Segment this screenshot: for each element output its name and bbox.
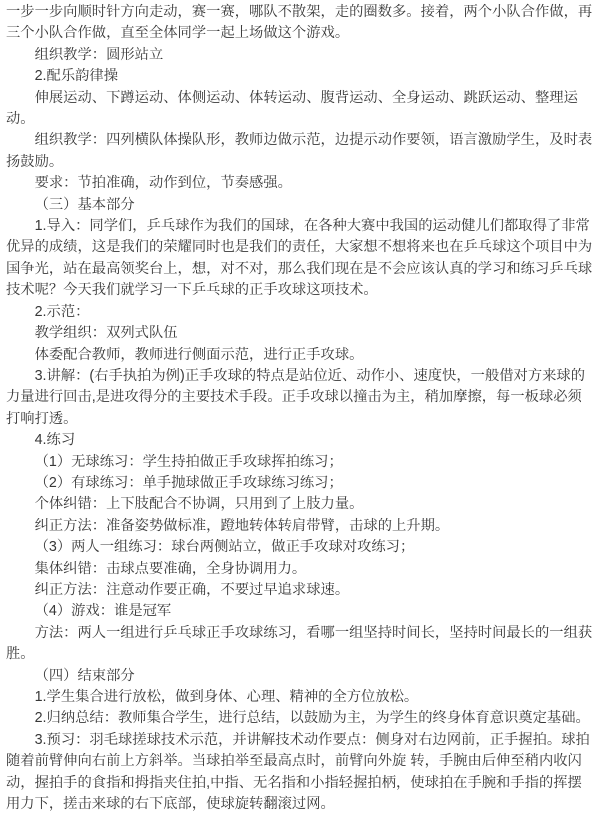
paragraph: 3.预习：羽毛球搓球技术示范，并讲解技术动作要点：侧身对右边网前，正手握拍。球拍随着前臂伸向右前上方斜举。当球拍举至最高点时，前臂向外旋 转，手腕由后伸至稍内收闪动，握拍手的食指和拇指夹住拍,中指、无名指和小指轻握拍柄，使球拍在手腕和手指的挥摆用力下，搓击来球的右下底部，使球旋转翻滚过网。: [6, 731, 590, 813]
paragraph: 个体纠错：上下肢配合不协调，只用到了上肢力量。: [34, 496, 364, 513]
paragraph: 2.示范：: [34, 303, 90, 320]
paragraph: 2.配乐韵律操: [34, 68, 119, 85]
paragraph: 方法：两人一组进行乒乓球正手攻球练习，看哪一组坚持时间长，坚持时间最长的一组获胜。: [6, 624, 593, 663]
section-heading: （三）基本部分: [34, 196, 135, 213]
paragraph: 伸展运动、下蹲运动、体侧运动、体转运动、腹背运动、全身运动、跳跃运动、整理运动。: [6, 89, 578, 128]
paragraph: 2.归纳总结：教师集合学生，进行总结，以鼓励为主，为学生的终身体育意识奠定基础。: [34, 710, 590, 727]
section-heading: （四）结束部分: [34, 667, 135, 684]
paragraph: 1.导入：同学们，乒乓球作为我们的国球，在各种大赛中我国的运动健儿们都取得了非常优异的成绩，这是我们的荣耀同时也是我们的责任，大家想不想将来也在乒乓球这个项目中为国争光，站在最高领奖台上，想，对不对，那么我们现在是不会应该认真的学习和练习乒乓球技术呢？今天我们就学习一下乒乓球的正手攻球这项技术。: [6, 218, 593, 299]
paragraph: 纠正方法：准备姿势做标准，蹬地转体转肩带臂，击球的上升期。: [34, 517, 450, 534]
paragraph: 教学组织：双列式队伍: [34, 325, 178, 342]
paragraph: 组织教学：四列横队体操队形，教师边做示范，边提示动作要领，语言激励学生，及时表扬鼓励。: [6, 132, 593, 170]
paragraph: （2）有球练习：单手抛球做正手攻球练习练习；: [34, 474, 343, 491]
paragraph: 一步一步向顺时针方向走动，赛一赛，哪队不散架，走的圈数多。接着，两个小队合作做，再三个小队合作做，直至全体同学一起上场做这个游戏。: [6, 4, 593, 42]
paragraph: 组织教学：圆形站立: [34, 46, 164, 63]
paragraph: （1）无球练习：学生持拍做正手攻球挥拍练习；: [34, 453, 343, 470]
paragraph: 4.练习: [34, 432, 76, 449]
paragraph: （3）两人一组练习：球台两侧站立，做正手攻球对攻练习；: [34, 539, 415, 556]
paragraph: 3.讲解：(右手执拍为例)正手攻球的特点是站位近、动作小、速度快，一般借对方来球的力量进行回击,是进攻得分的主要技术手段。正手攻球以撞击为主，稍加摩擦，每一板球必须打响打透。: [6, 367, 586, 427]
paragraph: 集体纠错：击球点要准确，全身协调用力。: [34, 560, 307, 577]
paragraph: 体委配合教师，教师进行侧面示范，进行正手攻球。: [34, 346, 364, 363]
paragraph: 要求：节拍准确，动作到位，节奏感强。: [34, 175, 292, 192]
paragraph: （4）游戏：谁是冠军: [34, 603, 172, 620]
paragraph: 1.学生集合进行放松，做到身体、心理、精神的全方位放松。: [34, 689, 419, 705]
paragraph: 纠正方法：注意动作要正确，不要过早追求球速。: [34, 581, 350, 598]
